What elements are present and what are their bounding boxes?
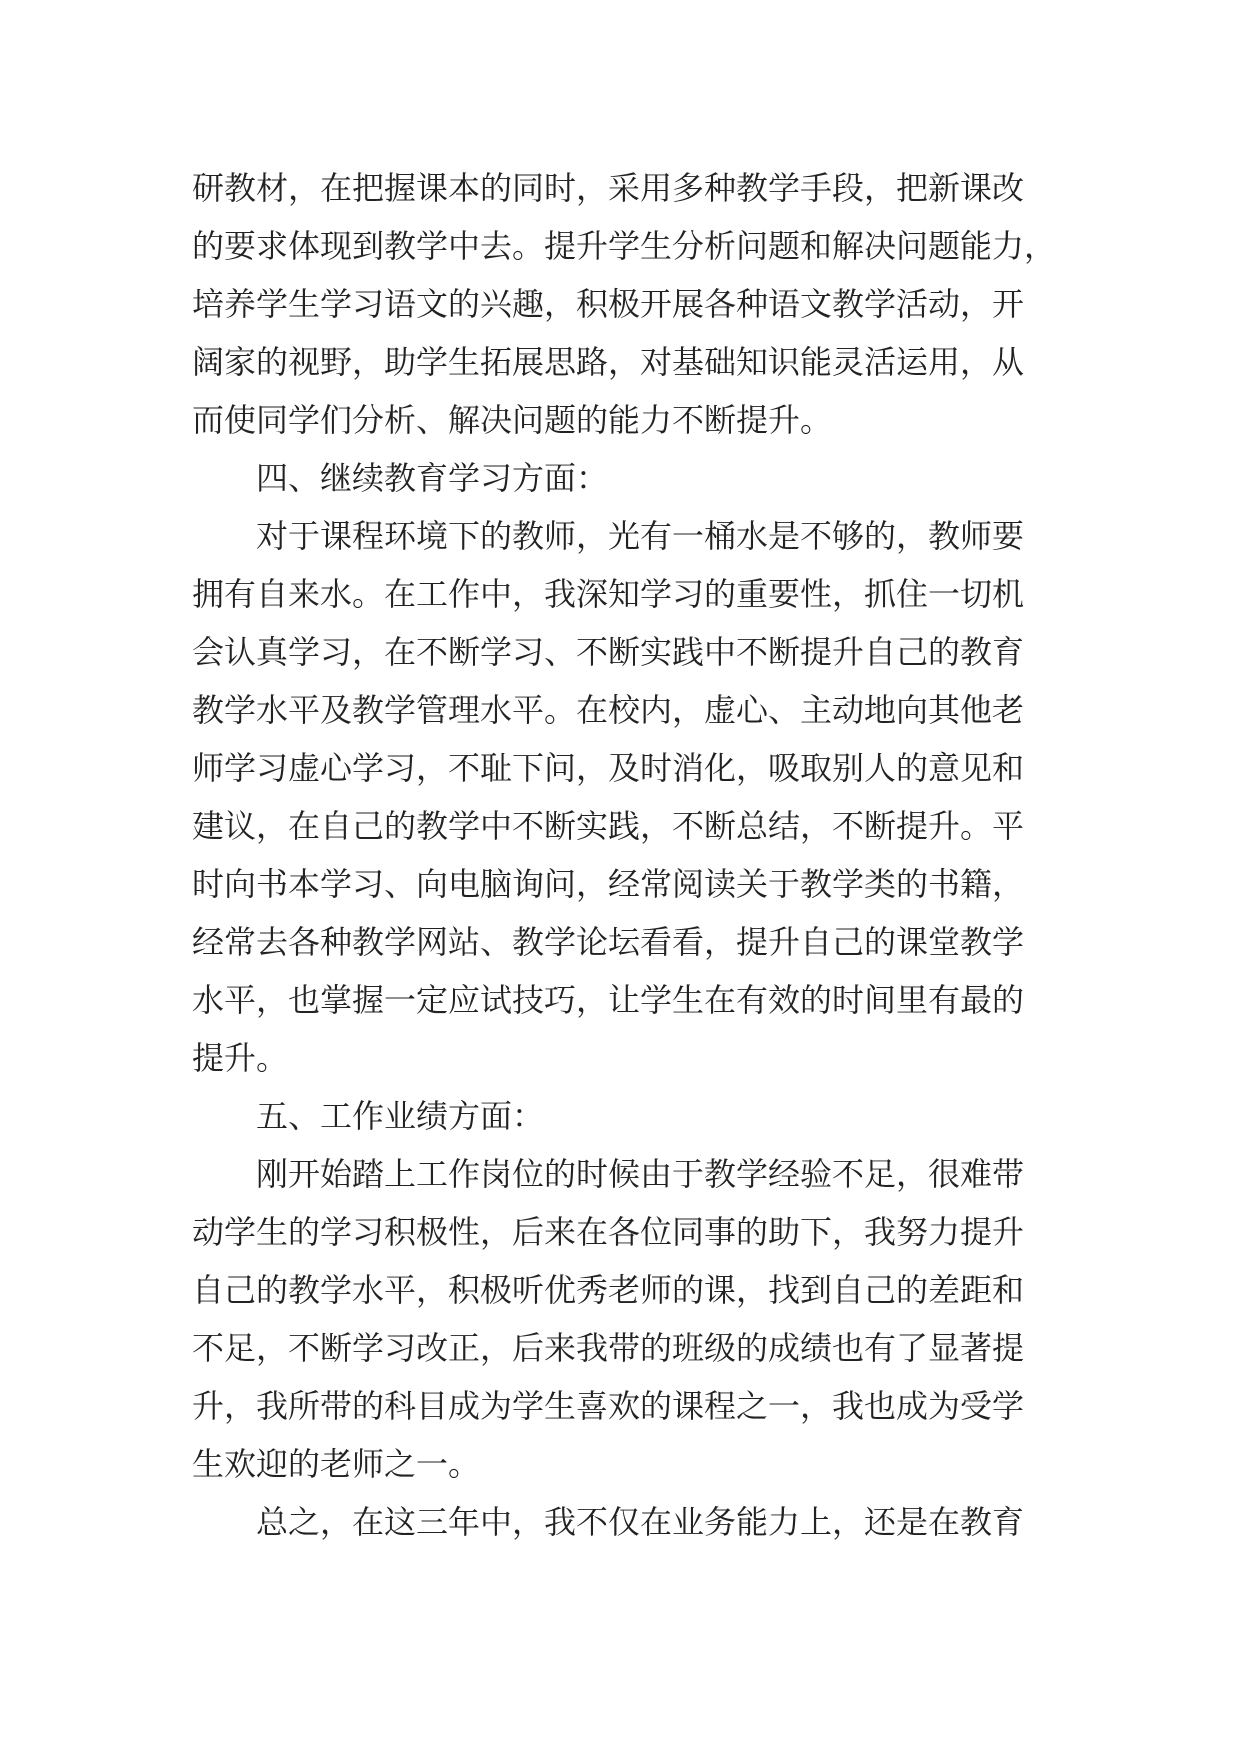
text-line: 而使同学们分析、解决问题的能力不断提升。 <box>192 401 833 439</box>
text-line: 刚开始踏上工作岗位的时候由于教学经验不足，很难带 <box>256 1155 1025 1193</box>
text-line: 提升。 <box>192 1039 289 1077</box>
text-line: 对于课程环境下的教师，光有一桶水是不够的，教师要 <box>256 517 1025 555</box>
text-line: 培养学生学习语文的兴趣，积极开展各种语文教学活动，开 <box>192 285 1025 323</box>
text-line: 升，我所带的科目成为学生喜欢的课程之一，我也成为受学 <box>192 1387 1025 1425</box>
text-line: 不足，不断学习改正，后来我带的班级的成绩也有了显著提 <box>192 1329 1025 1367</box>
text-line: 生欢迎的老师之一。 <box>192 1445 481 1483</box>
text-line: 研教材，在把握课本的同时，采用多种教学手段，把新课改 <box>192 169 1025 207</box>
section-heading: 五、工作业绩方面： <box>256 1097 545 1135</box>
text-line: 总之，在这三年中，我不仅在业务能力上，还是在教育 <box>256 1503 1025 1541</box>
text-line: 阔家的视野，助学生拓展思路，对基础知识能灵活运用，从 <box>192 343 1025 381</box>
text-line: 经常去各种教学网站、教学论坛看看，提升自己的课堂教学 <box>192 923 1025 961</box>
text-line: 自己的教学水平，积极听优秀老师的课，找到自己的差距和 <box>192 1271 1025 1309</box>
text-line: 时向书本学习、向电脑询问，经常阅读关于教学类的书籍， <box>192 865 1025 903</box>
text-line: 动学生的学习积极性，后来在各位同事的助下，我努力提升 <box>192 1213 1025 1251</box>
text-line: 拥有自来水。在工作中，我深知学习的重要性，抓住一切机 <box>192 575 1025 613</box>
text-line: 的要求体现到教学中去。提升学生分析问题和解决问题能力， <box>192 227 1057 265</box>
text-line: 会认真学习，在不断学习、不断实践中不断提升自己的教育 <box>192 633 1025 671</box>
text-line: 师学习虚心学习，不耻下问，及时消化，吸取别人的意见和 <box>192 749 1025 787</box>
section-heading: 四、继续教育学习方面： <box>256 459 609 497</box>
text-line: 教学水平及教学管理水平。在校内，虚心、主动地向其他老 <box>192 691 1025 729</box>
text-line: 水平，也掌握一定应试技巧，让学生在有效的时间里有最的 <box>192 981 1025 1019</box>
text-line: 建议，在自己的教学中不断实践，不断总结，不断提升。平 <box>192 807 1025 845</box>
